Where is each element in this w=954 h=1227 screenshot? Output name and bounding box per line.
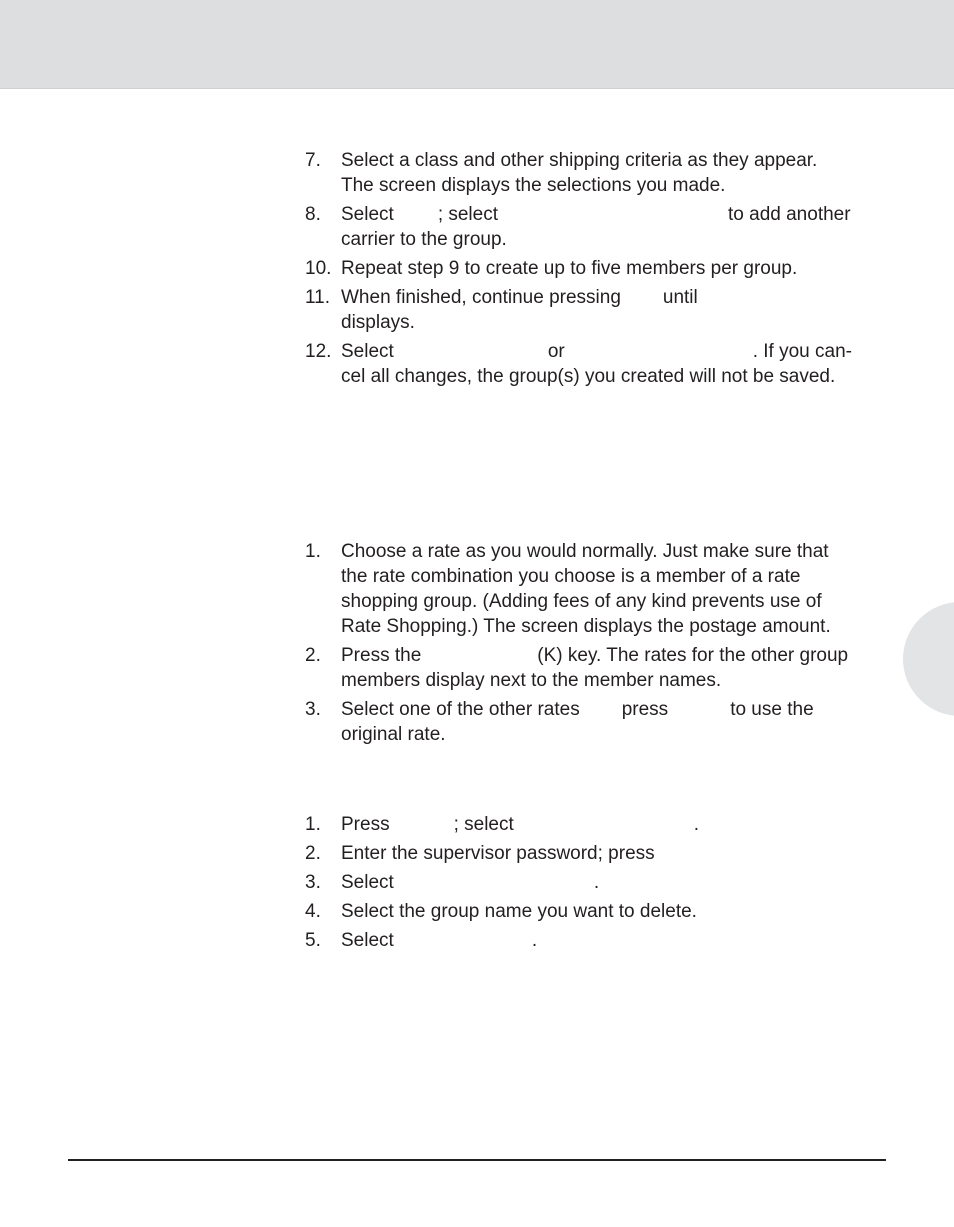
list-item	[305, 643, 848, 693]
step-text: Repeat step 9 to create up to five members per group.	[341, 258, 798, 279]
step-text: displays.	[341, 312, 415, 333]
list-item	[305, 841, 699, 866]
step-number: 3.	[305, 699, 321, 720]
step-number: 8.	[305, 204, 321, 225]
step-text: the rate combination you choose is a member of a rate	[341, 566, 801, 587]
step-text: to use the	[730, 699, 814, 720]
step-number: 10.	[305, 258, 332, 279]
step-text: Select	[341, 341, 394, 362]
step-number: 3.	[305, 872, 321, 893]
step-number: 2.	[305, 645, 321, 666]
step-number: 7.	[305, 150, 321, 171]
step-text: Select the group name you want to delete.	[341, 901, 697, 922]
step-number: 4.	[305, 901, 321, 922]
step-text: members display next to the member names.	[341, 670, 722, 691]
step-text: ; select	[453, 814, 514, 835]
step-number: 2.	[305, 843, 321, 864]
step-text: (K) key. The rates for the other group	[537, 645, 849, 666]
steps-list-continued	[305, 148, 852, 393]
list-item	[305, 697, 848, 747]
step-text: Press	[341, 814, 390, 835]
step-text: Press the	[341, 645, 422, 666]
step-number: 11.	[305, 287, 331, 308]
list-item	[305, 539, 848, 639]
step-text: until	[662, 287, 698, 308]
step-text: ; select	[437, 204, 499, 225]
step-number: 1.	[305, 541, 321, 562]
list-item	[305, 148, 852, 198]
list-item	[305, 928, 699, 953]
step-text: Rate Shopping.) The screen displays the postage amount.	[341, 616, 831, 637]
step-text: Select	[341, 872, 394, 893]
step-text: carrier to the group.	[341, 229, 507, 250]
step-text: The screen displays the selections you made.	[341, 175, 726, 196]
step-text: cel all changes, the group(s) you created will not be saved.	[341, 366, 836, 387]
list-item	[305, 339, 852, 389]
step-text: .	[693, 814, 700, 835]
step-text: . If you can-	[752, 341, 852, 362]
step-text: original rate.	[341, 724, 446, 745]
step-text: or	[547, 341, 565, 362]
step-number: 1.	[305, 814, 321, 835]
list-item	[305, 870, 699, 895]
header-band	[0, 0, 954, 89]
step-text: Select	[341, 204, 394, 225]
step-text: .	[531, 930, 538, 951]
list-item	[305, 899, 699, 924]
list-item	[305, 256, 852, 281]
step-text: Enter the supervisor password; press	[341, 843, 655, 864]
step-text: Choose a rate as you would normally. Just make sure that	[341, 541, 829, 562]
step-number: 5.	[305, 930, 321, 951]
list-item	[305, 202, 852, 252]
chapter-tab	[903, 602, 954, 716]
step-number: 12.	[305, 341, 332, 362]
list-item	[305, 285, 852, 335]
footer-rule	[68, 1159, 886, 1161]
step-text: .	[593, 872, 600, 893]
step-text: press	[621, 699, 669, 720]
step-text: to add another	[728, 204, 851, 225]
step-text: Select	[341, 930, 394, 951]
steps-list-delete-group	[305, 812, 699, 957]
list-item	[305, 812, 699, 837]
step-text: shopping group. (Adding fees of any kind prevents use of	[341, 591, 822, 612]
steps-list-use-rate-shopping	[305, 539, 848, 751]
step-text: Select a class and other shipping criteria as they appear.	[341, 150, 818, 171]
step-text: When finished, continue pressing	[341, 287, 621, 308]
step-text: Select one of the other rates	[341, 699, 580, 720]
